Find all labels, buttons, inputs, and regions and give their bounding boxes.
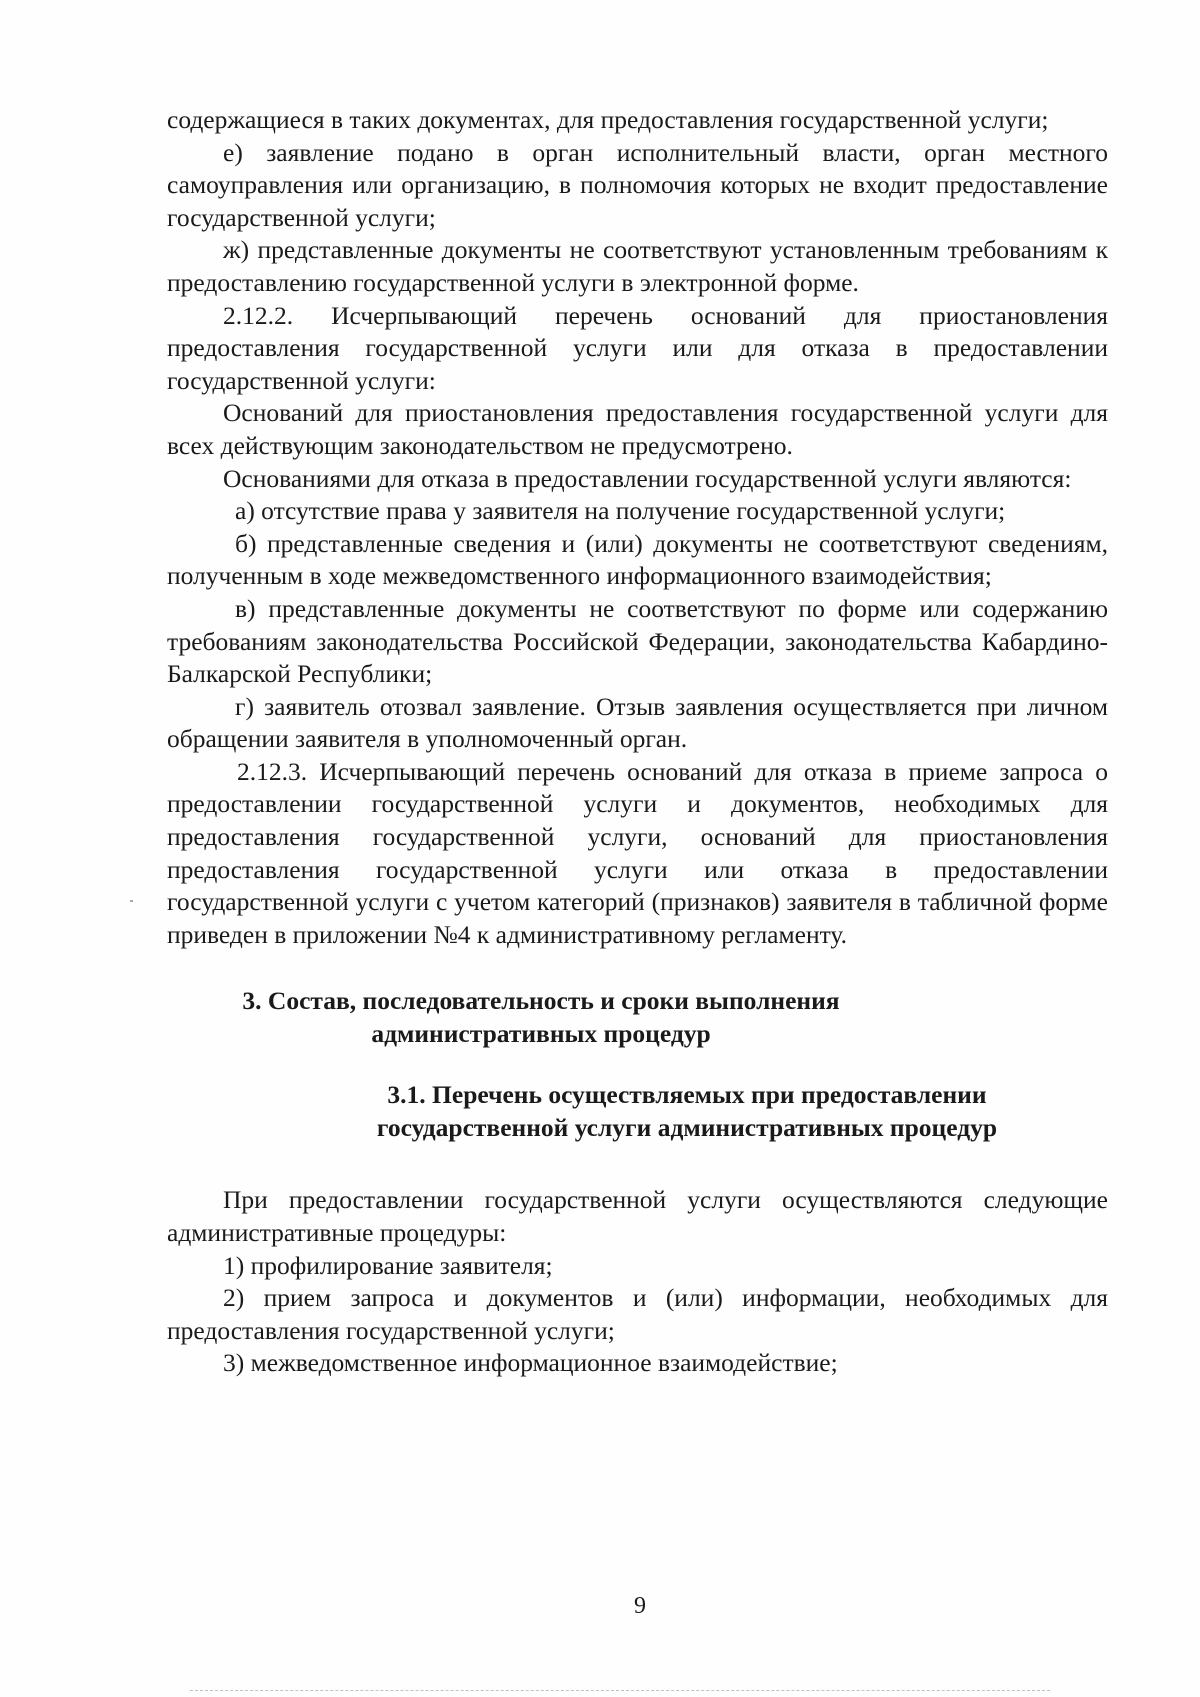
paragraph-procedures-intro: При предоставлении государственной услуги осуществляются следующие административные процедуры: bbox=[167, 1185, 1108, 1248]
paragraph-item-g: г) заявитель отозвал заявление. Отзыв заявления осуществляется при личном обращении заявителя в уполномоченный орган. bbox=[167, 691, 1108, 754]
paragraph-2-12-3: 2.12.3. Исчерпывающий перечень оснований для отказа в приеме запроса о предоставлении государственной услуги и документов, необходимых для предоставления государственной услуги, оснований для приостановления предоставления государственной услуги или отказа в предоставлении государственной услуги с учетом категорий (признаков) заявителя в табличной форме приведен в приложении №4 к административному регламенту. bbox=[167, 756, 1108, 949]
paragraph-refusal-grounds: Основаниями для отказа в предоставлении государственной услуги являются: bbox=[223, 463, 1072, 493]
scan-edge-line bbox=[190, 1690, 1050, 1691]
spacer bbox=[167, 1144, 1108, 1184]
paragraph-item-a: а) отсутствие права у заявителя на получение государственной услуги; bbox=[235, 496, 1006, 526]
paragraph-item-zh: ж) представленные документы не соответствуют установленным требованиям к предоставлению государственной услуги в электронной форме. bbox=[167, 235, 1108, 297]
section-3-1-heading bbox=[337, 1078, 1037, 1144]
section-3-heading bbox=[177, 984, 905, 1050]
paragraph-suspension-grounds: Оснований для приостановления предоставления государственной услуги для всех действующим законодательством не предусмотрено. bbox=[167, 398, 1108, 460]
page-number: 9 bbox=[634, 1593, 646, 1619]
scan-speck bbox=[130, 900, 133, 902]
paragraph-item-e: е) заявление подано в орган исполнительный власти, орган местного самоуправления или организацию, в полномочия которых не входит предоставление государственной услуги; bbox=[167, 137, 1108, 232]
page-content bbox=[167, 104, 1108, 1380]
paragraph-continuation: содержащиеся в таких документах, для предоставления государственной услуги; bbox=[167, 105, 1049, 134]
paragraph-item-b: б) представленные сведения и (или) документы не соответствуют сведениям, полученным в ходе межведомственного информационного взаимодействия; bbox=[167, 528, 1108, 591]
paragraph-item-v: в) представленные документы не соответствуют по форме или содержанию требованиям законодательства Российской Федерации, законодательства Кабардино-Балкарской Республики; bbox=[167, 593, 1108, 689]
section-3-1-heading-line2: государственной услуги административных процедур bbox=[376, 1113, 998, 1143]
paragraph-procedure-3: 3) межведомственное информационное взаимодействие; bbox=[223, 1348, 838, 1378]
paragraph-procedure-2: 2) прием запроса и документов и (или) информации, необходимых для предоставления государственной услуги; bbox=[167, 1283, 1108, 1345]
section-3-1-heading-line1: 3.1. Перечень осуществляемых при предоставлении bbox=[387, 1080, 987, 1110]
section-3-heading-line2: административных процедур bbox=[371, 1019, 711, 1049]
section-3-heading-line1: 3. Состав, последовательность и сроки выполнения bbox=[242, 986, 840, 1016]
paragraph-2-12-2: 2.12.2. Исчерпывающий перечень оснований для приостановления предоставления государственной услуги или для отказа в предоставлении государственной услуги: bbox=[167, 300, 1108, 395]
paragraph-procedure-1: 1) профилирование заявителя; bbox=[223, 1250, 553, 1280]
